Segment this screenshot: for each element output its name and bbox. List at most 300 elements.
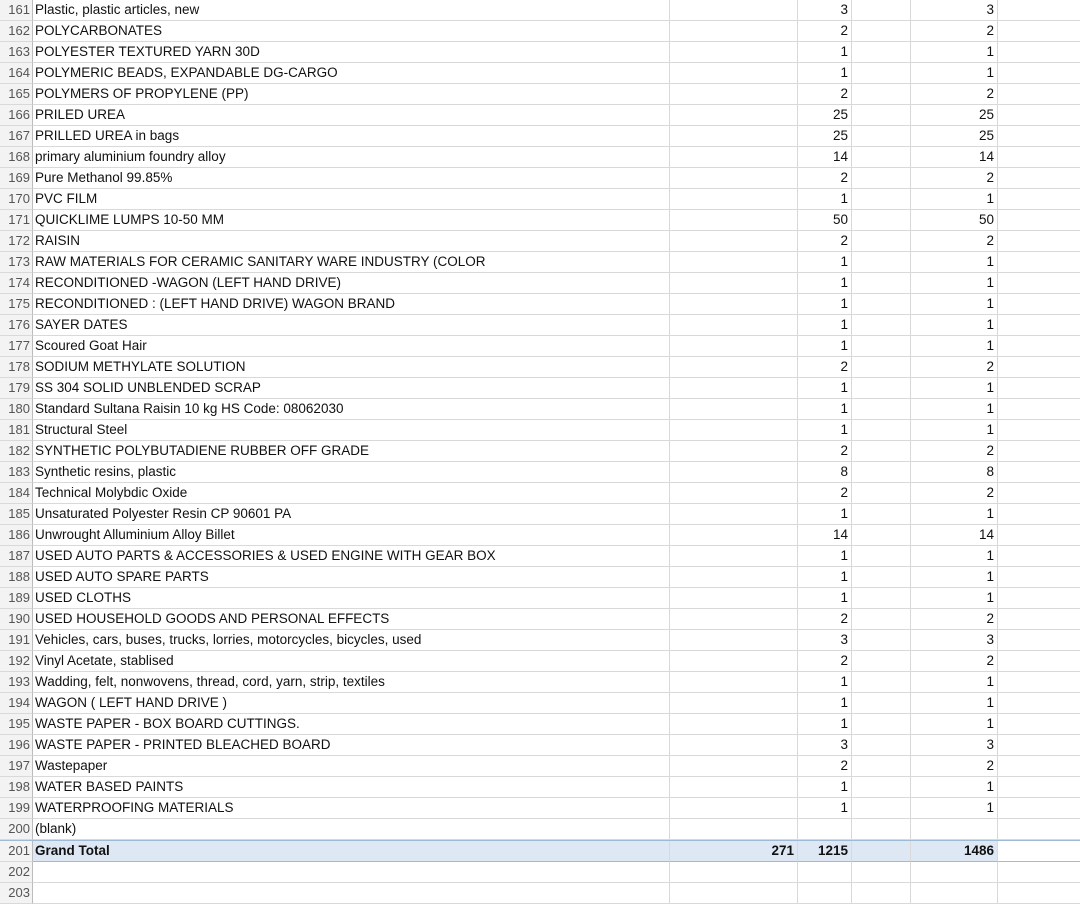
row-label-cell[interactable] (33, 883, 670, 904)
row-label-cell[interactable] (33, 168, 670, 189)
row-label-cell[interactable] (33, 273, 670, 294)
empty-cell-e[interactable] (998, 693, 1080, 714)
value-cell-total[interactable] (911, 735, 998, 756)
value-cell-total[interactable] (911, 525, 998, 546)
empty-cell-e[interactable] (998, 819, 1080, 840)
value-cell-a[interactable] (670, 294, 798, 315)
empty-cell-c[interactable] (852, 693, 911, 714)
row-number-header[interactable] (0, 315, 33, 336)
empty-cell-c[interactable] (852, 378, 911, 399)
row-number-header[interactable] (0, 609, 33, 630)
empty-cell-c[interactable] (852, 504, 911, 525)
empty-cell-e[interactable] (998, 735, 1080, 756)
value-cell-total[interactable] (911, 252, 998, 273)
value-cell-b[interactable] (798, 735, 852, 756)
row-number-header[interactable] (0, 441, 33, 462)
value-cell-a[interactable] (670, 567, 798, 588)
empty-cell-e[interactable] (998, 672, 1080, 693)
row-label-cell[interactable] (33, 525, 670, 546)
row-label-cell[interactable] (33, 105, 670, 126)
value-cell-total[interactable] (911, 210, 998, 231)
row-number-header[interactable] (0, 420, 33, 441)
value-cell-a[interactable] (670, 798, 798, 819)
empty-cell-c[interactable] (852, 420, 911, 441)
row-label-cell[interactable] (33, 231, 670, 252)
empty-cell-e[interactable] (998, 630, 1080, 651)
value-cell-a[interactable] (670, 84, 798, 105)
empty-cell-c[interactable] (852, 84, 911, 105)
row-number-header[interactable] (0, 273, 33, 294)
value-cell-a[interactable] (670, 630, 798, 651)
empty-cell-c[interactable] (852, 0, 911, 21)
empty-cell-e[interactable] (998, 168, 1080, 189)
row-number-header[interactable] (0, 693, 33, 714)
row-label-cell[interactable] (33, 546, 670, 567)
empty-cell-e[interactable] (998, 42, 1080, 63)
value-cell-total[interactable] (911, 630, 998, 651)
value-cell-total[interactable] (911, 819, 998, 840)
row-label-cell[interactable] (33, 735, 670, 756)
value-cell-a[interactable] (670, 441, 798, 462)
row-label-cell[interactable] (33, 21, 670, 42)
value-cell-total[interactable] (911, 651, 998, 672)
row-number-header[interactable] (0, 210, 33, 231)
row-label-cell[interactable] (33, 252, 670, 273)
value-cell-b[interactable] (798, 357, 852, 378)
empty-cell-c[interactable] (852, 147, 911, 168)
empty-cell-c[interactable] (852, 63, 911, 84)
value-cell-b[interactable] (798, 714, 852, 735)
value-cell-total[interactable] (911, 883, 998, 904)
value-cell-a[interactable] (670, 336, 798, 357)
value-cell-b[interactable] (798, 441, 852, 462)
value-cell-a[interactable] (670, 210, 798, 231)
row-number-header[interactable] (0, 777, 33, 798)
empty-cell-e[interactable] (998, 546, 1080, 567)
empty-cell-c[interactable] (852, 714, 911, 735)
empty-cell-e[interactable] (998, 0, 1080, 21)
row-label-cell[interactable] (33, 588, 670, 609)
value-cell-total[interactable] (911, 841, 998, 862)
row-number-header[interactable] (0, 105, 33, 126)
empty-cell-c[interactable] (852, 841, 911, 862)
empty-cell-e[interactable] (998, 883, 1080, 904)
row-number-header[interactable] (0, 672, 33, 693)
empty-cell-c[interactable] (852, 252, 911, 273)
value-cell-total[interactable] (911, 420, 998, 441)
empty-cell-c[interactable] (852, 42, 911, 63)
value-cell-a[interactable] (670, 504, 798, 525)
value-cell-b[interactable] (798, 462, 852, 483)
row-number-header[interactable] (0, 651, 33, 672)
value-cell-total[interactable] (911, 798, 998, 819)
empty-cell-c[interactable] (852, 189, 911, 210)
value-cell-a[interactable] (670, 315, 798, 336)
row-label-cell[interactable] (33, 336, 670, 357)
row-number-header[interactable] (0, 147, 33, 168)
value-cell-a[interactable] (670, 651, 798, 672)
value-cell-total[interactable] (911, 546, 998, 567)
value-cell-b[interactable] (798, 420, 852, 441)
empty-cell-c[interactable] (852, 525, 911, 546)
value-cell-total[interactable] (911, 672, 998, 693)
empty-cell-e[interactable] (998, 294, 1080, 315)
value-cell-b[interactable] (798, 63, 852, 84)
empty-cell-c[interactable] (852, 735, 911, 756)
value-cell-a[interactable] (670, 462, 798, 483)
row-label-cell[interactable] (33, 357, 670, 378)
value-cell-a[interactable] (670, 777, 798, 798)
empty-cell-e[interactable] (998, 357, 1080, 378)
empty-cell-e[interactable] (998, 651, 1080, 672)
value-cell-b[interactable] (798, 841, 852, 862)
row-number-header[interactable] (0, 798, 33, 819)
value-cell-total[interactable] (911, 714, 998, 735)
value-cell-b[interactable] (798, 883, 852, 904)
empty-cell-c[interactable] (852, 462, 911, 483)
empty-cell-c[interactable] (852, 399, 911, 420)
row-number-header[interactable] (0, 756, 33, 777)
row-label-cell[interactable] (33, 42, 670, 63)
row-label-cell[interactable] (33, 841, 670, 862)
value-cell-a[interactable] (670, 883, 798, 904)
value-cell-a[interactable] (670, 189, 798, 210)
value-cell-a[interactable] (670, 231, 798, 252)
row-label-cell[interactable] (33, 483, 670, 504)
empty-cell-e[interactable] (998, 210, 1080, 231)
value-cell-a[interactable] (670, 126, 798, 147)
row-label-cell[interactable] (33, 777, 670, 798)
row-number-header[interactable] (0, 630, 33, 651)
empty-cell-c[interactable] (852, 798, 911, 819)
value-cell-a[interactable] (670, 714, 798, 735)
row-label-cell[interactable] (33, 294, 670, 315)
row-number-header[interactable] (0, 819, 33, 840)
value-cell-total[interactable] (911, 189, 998, 210)
empty-cell-e[interactable] (998, 714, 1080, 735)
empty-cell-c[interactable] (852, 168, 911, 189)
row-label-cell[interactable] (33, 210, 670, 231)
value-cell-b[interactable] (798, 252, 852, 273)
row-label-cell[interactable] (33, 630, 670, 651)
value-cell-b[interactable] (798, 189, 852, 210)
value-cell-total[interactable] (911, 63, 998, 84)
value-cell-a[interactable] (670, 0, 798, 21)
row-number-header[interactable] (0, 862, 33, 883)
empty-cell-c[interactable] (852, 567, 911, 588)
empty-cell-c[interactable] (852, 294, 911, 315)
empty-cell-e[interactable] (998, 315, 1080, 336)
empty-cell-c[interactable] (852, 210, 911, 231)
empty-cell-e[interactable] (998, 378, 1080, 399)
value-cell-b[interactable] (798, 231, 852, 252)
value-cell-total[interactable] (911, 462, 998, 483)
value-cell-total[interactable] (911, 336, 998, 357)
row-label-cell[interactable] (33, 147, 670, 168)
value-cell-b[interactable] (798, 819, 852, 840)
value-cell-a[interactable] (670, 63, 798, 84)
value-cell-total[interactable] (911, 483, 998, 504)
value-cell-total[interactable] (911, 609, 998, 630)
empty-cell-e[interactable] (998, 567, 1080, 588)
empty-cell-e[interactable] (998, 841, 1080, 862)
row-label-cell[interactable] (33, 819, 670, 840)
row-label-cell[interactable] (33, 315, 670, 336)
empty-cell-e[interactable] (998, 525, 1080, 546)
value-cell-a[interactable] (670, 546, 798, 567)
empty-cell-c[interactable] (852, 357, 911, 378)
value-cell-total[interactable] (911, 504, 998, 525)
empty-cell-c[interactable] (852, 546, 911, 567)
row-number-header[interactable] (0, 735, 33, 756)
value-cell-a[interactable] (670, 525, 798, 546)
row-number-header[interactable] (0, 0, 33, 21)
value-cell-b[interactable] (798, 294, 852, 315)
value-cell-a[interactable] (670, 756, 798, 777)
empty-cell-c[interactable] (852, 273, 911, 294)
value-cell-total[interactable] (911, 126, 998, 147)
empty-cell-c[interactable] (852, 862, 911, 883)
value-cell-a[interactable] (670, 168, 798, 189)
empty-cell-c[interactable] (852, 105, 911, 126)
value-cell-b[interactable] (798, 588, 852, 609)
empty-cell-e[interactable] (998, 336, 1080, 357)
value-cell-b[interactable] (798, 756, 852, 777)
row-label-cell[interactable] (33, 0, 670, 21)
empty-cell-e[interactable] (998, 273, 1080, 294)
row-number-header[interactable] (0, 21, 33, 42)
value-cell-total[interactable] (911, 294, 998, 315)
row-number-header[interactable] (0, 126, 33, 147)
row-number-header[interactable] (0, 462, 33, 483)
value-cell-a[interactable] (670, 378, 798, 399)
empty-cell-e[interactable] (998, 483, 1080, 504)
value-cell-a[interactable] (670, 252, 798, 273)
value-cell-b[interactable] (798, 168, 852, 189)
empty-cell-c[interactable] (852, 231, 911, 252)
value-cell-a[interactable] (670, 609, 798, 630)
row-number-header[interactable] (0, 483, 33, 504)
row-number-header[interactable] (0, 189, 33, 210)
value-cell-b[interactable] (798, 84, 852, 105)
empty-cell-c[interactable] (852, 609, 911, 630)
value-cell-total[interactable] (911, 231, 998, 252)
value-cell-a[interactable] (670, 735, 798, 756)
empty-cell-c[interactable] (852, 672, 911, 693)
empty-cell-e[interactable] (998, 126, 1080, 147)
empty-cell-e[interactable] (998, 84, 1080, 105)
row-number-header[interactable] (0, 588, 33, 609)
value-cell-b[interactable] (798, 609, 852, 630)
value-cell-b[interactable] (798, 273, 852, 294)
value-cell-b[interactable] (798, 651, 852, 672)
value-cell-b[interactable] (798, 21, 852, 42)
value-cell-b[interactable] (798, 336, 852, 357)
value-cell-b[interactable] (798, 378, 852, 399)
row-label-cell[interactable] (33, 399, 670, 420)
empty-cell-c[interactable] (852, 883, 911, 904)
empty-cell-e[interactable] (998, 798, 1080, 819)
empty-cell-c[interactable] (852, 651, 911, 672)
row-number-header[interactable] (0, 231, 33, 252)
row-number-header[interactable] (0, 714, 33, 735)
empty-cell-e[interactable] (998, 63, 1080, 84)
value-cell-a[interactable] (670, 588, 798, 609)
row-label-cell[interactable] (33, 63, 670, 84)
value-cell-b[interactable] (798, 693, 852, 714)
row-label-cell[interactable] (33, 651, 670, 672)
empty-cell-c[interactable] (852, 126, 911, 147)
empty-cell-e[interactable] (998, 609, 1080, 630)
row-number-header[interactable] (0, 168, 33, 189)
value-cell-b[interactable] (798, 504, 852, 525)
row-number-header[interactable] (0, 336, 33, 357)
row-number-header[interactable] (0, 42, 33, 63)
row-label-cell[interactable] (33, 672, 670, 693)
value-cell-a[interactable] (670, 672, 798, 693)
empty-cell-e[interactable] (998, 105, 1080, 126)
value-cell-b[interactable] (798, 315, 852, 336)
value-cell-b[interactable] (798, 798, 852, 819)
row-number-header[interactable] (0, 525, 33, 546)
value-cell-total[interactable] (911, 0, 998, 21)
value-cell-a[interactable] (670, 273, 798, 294)
empty-cell-c[interactable] (852, 441, 911, 462)
value-cell-b[interactable] (798, 525, 852, 546)
empty-cell-e[interactable] (998, 252, 1080, 273)
value-cell-b[interactable] (798, 42, 852, 63)
empty-cell-c[interactable] (852, 777, 911, 798)
row-number-header[interactable] (0, 378, 33, 399)
empty-cell-e[interactable] (998, 399, 1080, 420)
empty-cell-e[interactable] (998, 504, 1080, 525)
value-cell-a[interactable] (670, 399, 798, 420)
value-cell-b[interactable] (798, 399, 852, 420)
empty-cell-e[interactable] (998, 147, 1080, 168)
value-cell-total[interactable] (911, 21, 998, 42)
value-cell-a[interactable] (670, 819, 798, 840)
value-cell-total[interactable] (911, 399, 998, 420)
empty-cell-c[interactable] (852, 588, 911, 609)
row-number-header[interactable] (0, 357, 33, 378)
value-cell-total[interactable] (911, 378, 998, 399)
value-cell-b[interactable] (798, 567, 852, 588)
empty-cell-c[interactable] (852, 756, 911, 777)
value-cell-a[interactable] (670, 693, 798, 714)
value-cell-b[interactable] (798, 630, 852, 651)
empty-cell-c[interactable] (852, 483, 911, 504)
value-cell-a[interactable] (670, 420, 798, 441)
empty-cell-e[interactable] (998, 777, 1080, 798)
value-cell-a[interactable] (670, 42, 798, 63)
value-cell-a[interactable] (670, 21, 798, 42)
value-cell-total[interactable] (911, 588, 998, 609)
value-cell-total[interactable] (911, 168, 998, 189)
row-number-header[interactable] (0, 399, 33, 420)
empty-cell-e[interactable] (998, 462, 1080, 483)
value-cell-b[interactable] (798, 672, 852, 693)
value-cell-total[interactable] (911, 693, 998, 714)
value-cell-a[interactable] (670, 357, 798, 378)
row-label-cell[interactable] (33, 504, 670, 525)
row-label-cell[interactable] (33, 189, 670, 210)
row-label-cell[interactable] (33, 567, 670, 588)
value-cell-a[interactable] (670, 483, 798, 504)
row-label-cell[interactable] (33, 378, 670, 399)
row-number-header[interactable] (0, 546, 33, 567)
row-number-header[interactable] (0, 567, 33, 588)
value-cell-a[interactable] (670, 862, 798, 883)
value-cell-a[interactable] (670, 147, 798, 168)
row-label-cell[interactable] (33, 420, 670, 441)
value-cell-total[interactable] (911, 756, 998, 777)
row-number-header[interactable] (0, 883, 33, 904)
row-label-cell[interactable] (33, 609, 670, 630)
value-cell-b[interactable] (798, 105, 852, 126)
value-cell-total[interactable] (911, 105, 998, 126)
value-cell-total[interactable] (911, 862, 998, 883)
row-label-cell[interactable] (33, 84, 670, 105)
empty-cell-e[interactable] (998, 420, 1080, 441)
value-cell-total[interactable] (911, 147, 998, 168)
empty-cell-e[interactable] (998, 441, 1080, 462)
row-label-cell[interactable] (33, 862, 670, 883)
empty-cell-e[interactable] (998, 231, 1080, 252)
value-cell-total[interactable] (911, 441, 998, 462)
empty-cell-c[interactable] (852, 630, 911, 651)
value-cell-b[interactable] (798, 0, 852, 21)
value-cell-a[interactable] (670, 841, 798, 862)
row-number-header[interactable] (0, 841, 33, 862)
value-cell-b[interactable] (798, 483, 852, 504)
empty-cell-e[interactable] (998, 189, 1080, 210)
empty-cell-c[interactable] (852, 819, 911, 840)
value-cell-total[interactable] (911, 567, 998, 588)
empty-cell-e[interactable] (998, 21, 1080, 42)
row-number-header[interactable] (0, 294, 33, 315)
value-cell-a[interactable] (670, 105, 798, 126)
value-cell-total[interactable] (911, 315, 998, 336)
value-cell-b[interactable] (798, 546, 852, 567)
row-number-header[interactable] (0, 504, 33, 525)
value-cell-total[interactable] (911, 84, 998, 105)
empty-cell-e[interactable] (998, 588, 1080, 609)
empty-cell-e[interactable] (998, 862, 1080, 883)
empty-cell-c[interactable] (852, 336, 911, 357)
value-cell-total[interactable] (911, 42, 998, 63)
row-label-cell[interactable] (33, 441, 670, 462)
value-cell-b[interactable] (798, 147, 852, 168)
value-cell-total[interactable] (911, 273, 998, 294)
value-cell-b[interactable] (798, 777, 852, 798)
value-cell-b[interactable] (798, 126, 852, 147)
row-label-cell[interactable] (33, 462, 670, 483)
row-number-header[interactable] (0, 63, 33, 84)
row-label-cell[interactable] (33, 798, 670, 819)
value-cell-total[interactable] (911, 357, 998, 378)
row-label-cell[interactable] (33, 714, 670, 735)
value-cell-b[interactable] (798, 862, 852, 883)
empty-cell-c[interactable] (852, 315, 911, 336)
value-cell-total[interactable] (911, 777, 998, 798)
empty-cell-c[interactable] (852, 21, 911, 42)
row-number-header[interactable] (0, 252, 33, 273)
empty-cell-e[interactable] (998, 756, 1080, 777)
value-cell-b[interactable] (798, 210, 852, 231)
row-label-cell[interactable] (33, 693, 670, 714)
row-label-cell[interactable] (33, 756, 670, 777)
row-number-header[interactable] (0, 84, 33, 105)
